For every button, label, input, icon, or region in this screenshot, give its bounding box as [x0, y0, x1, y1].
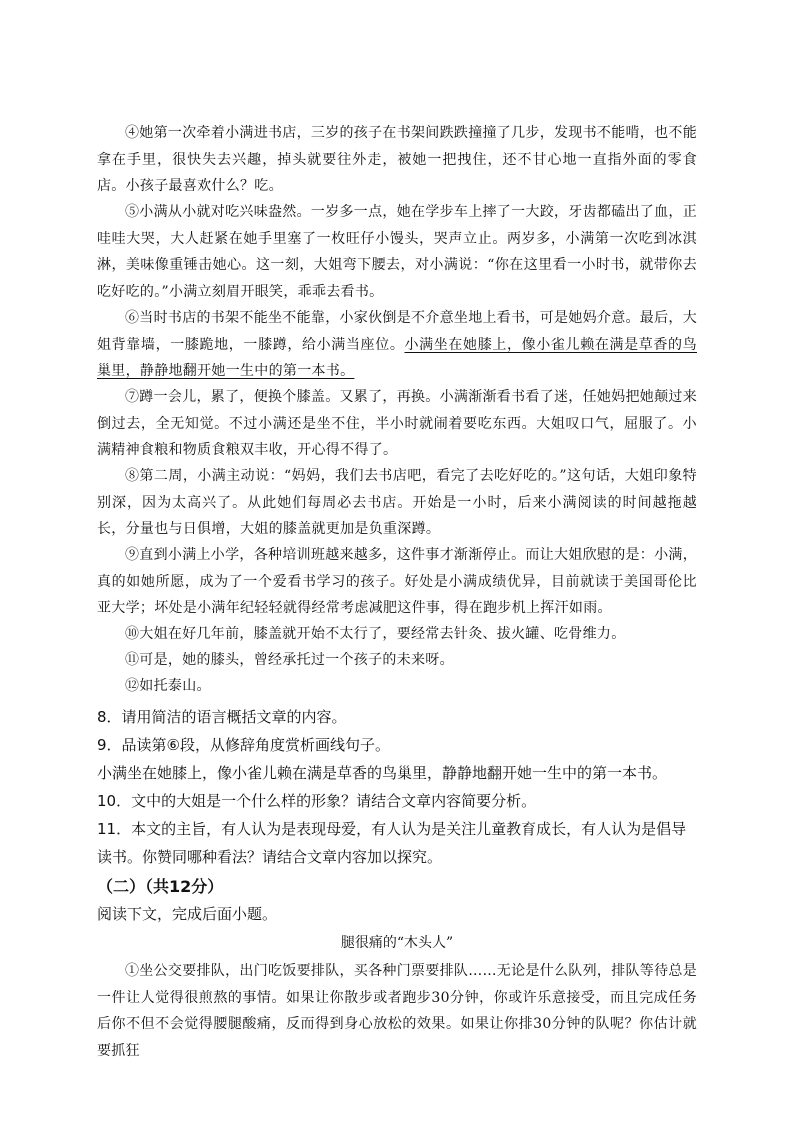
question-10: 10．文中的大姐是一个什么样的形象？请结合文章内容简要分析。 [97, 792, 537, 810]
paragraph-11: ⑪可是，她的膝头，曾经承托过一个孩子的未来呀。 [125, 652, 454, 668]
paragraph-9: ⑨直到小满上小学，各种培训班越来越多，这件事才渐渐停止。而让大姐欣慰的是：小满，真的如她所愿，成为了一个爱看书学习的孩子。好处是小满成绩优异，目前就读于美国哥伦比亚大学；坏处是小满年纪轻轻就得经常考虑减肥这件事，得在跑步机上挥汗如雨。 [97, 547, 697, 616]
section-heading: （二）（共12分） [97, 877, 224, 896]
article-title: 腿很痛的“木头人” [340, 935, 454, 951]
question-9: 9．品读第⑥段，从修辞角度赏析画线句子。 [97, 736, 390, 754]
paragraph-6 [97, 305, 697, 385]
section2-paragraph-1: ①坐公交要排队，出门吃饭要排队，买各种门票要排队……无论是什么队列，排队等待总是一件让人觉得很煎熬的事情。如果让你散步或者跑步30分钟，你或许乐意接受，而且完成任务后你不但不会觉得腰腿酸痛，反而得到身心放松的效果。如果让你排30分钟的队呢？你估计就要抓狂 [97, 963, 697, 1059]
question-8: 8．请用简洁的语言概括文章的内容。 [97, 708, 347, 726]
paragraph-5: ⑤小满从小就对吃兴味盎然。一岁多一点，她在学步车上摔了一大跤，牙齿都磕出了血，正哇哇大哭，大人赶紧在她手里塞了一枚旺仔小馒头，哭声立止。两岁多，小满第一次吃到冰淇淋，美味像重锤击她心。这一刻，大姐弯下腰去，对小满说：“你在这里看一小时书，就带你去吃好吃的。”小满立刻眉开眼笑，乖乖去看书。 [97, 204, 697, 300]
section-instruction: 阅读下文，完成后面小题。 [97, 905, 278, 923]
paragraph-10: ⑩大姐在好几年前，膝盖就开始不太行了，要经常去针灸、拔火罐、吃骨维力。 [125, 626, 626, 642]
paragraph-7: ⑦蹲一会儿，累了，便换个膝盖。又累了，再换。小满渐渐看书看了迷，任她妈把她颠过来倒过去，全无知觉。不过小满还是坐不住，半小时就闹着要吃东西。大姐叹口气，屈服了。小满精神食粮和物质食粮双丰收，开心得不得了。 [97, 389, 697, 458]
paragraph-12: ⑫如托泰山。 [125, 678, 211, 694]
paragraph-6-lead: ⑥当时书店的书架不能坐不能靠，小家伙倒是不介意坐地上看书，可是她妈介意。最后，大姐背靠墙，一膝跪地，一膝蹲，给小满当座位。 [97, 310, 697, 353]
underlined-sentence: 小满坐在她膝上，像小雀儿赖在满是草香的鸟巢里，静静地翻开她一生中的第一本书。 [97, 336, 697, 379]
paragraph-4: ④她第一次牵着小满进书店，三岁的孩子在书架间跌跌撞撞了几步，发现书不能啃，也不能拿在手里，很快失去兴趣，掉头就要往外走，被她一把拽住，还不甘心地一直指外面的零食店。小孩子最喜欢什么？吃。 [97, 125, 697, 194]
question-11: 11．本文的主旨，有人认为是表现母爱，有人认为是关注儿童教育成长，有人认为是倡导读书。你赞同哪种看法？请结合文章内容加以探究。 [97, 820, 687, 866]
question-9-quote: 小满坐在她膝上，像小雀儿赖在满是草香的鸟巢里，静静地翻开她一生中的第一本书。 [97, 764, 668, 782]
paragraph-8: ⑧第二周，小满主动说：“妈妈，我们去书店吧，看完了去吃好吃的。”这句话，大姐印象特别深，因为太高兴了。从此她们每周必去书店。开始是一小时，后来小满阅读的时间越拖越长，分量也与日俱增，大姐的膝盖就更加是负重深蹲。 [97, 468, 697, 537]
